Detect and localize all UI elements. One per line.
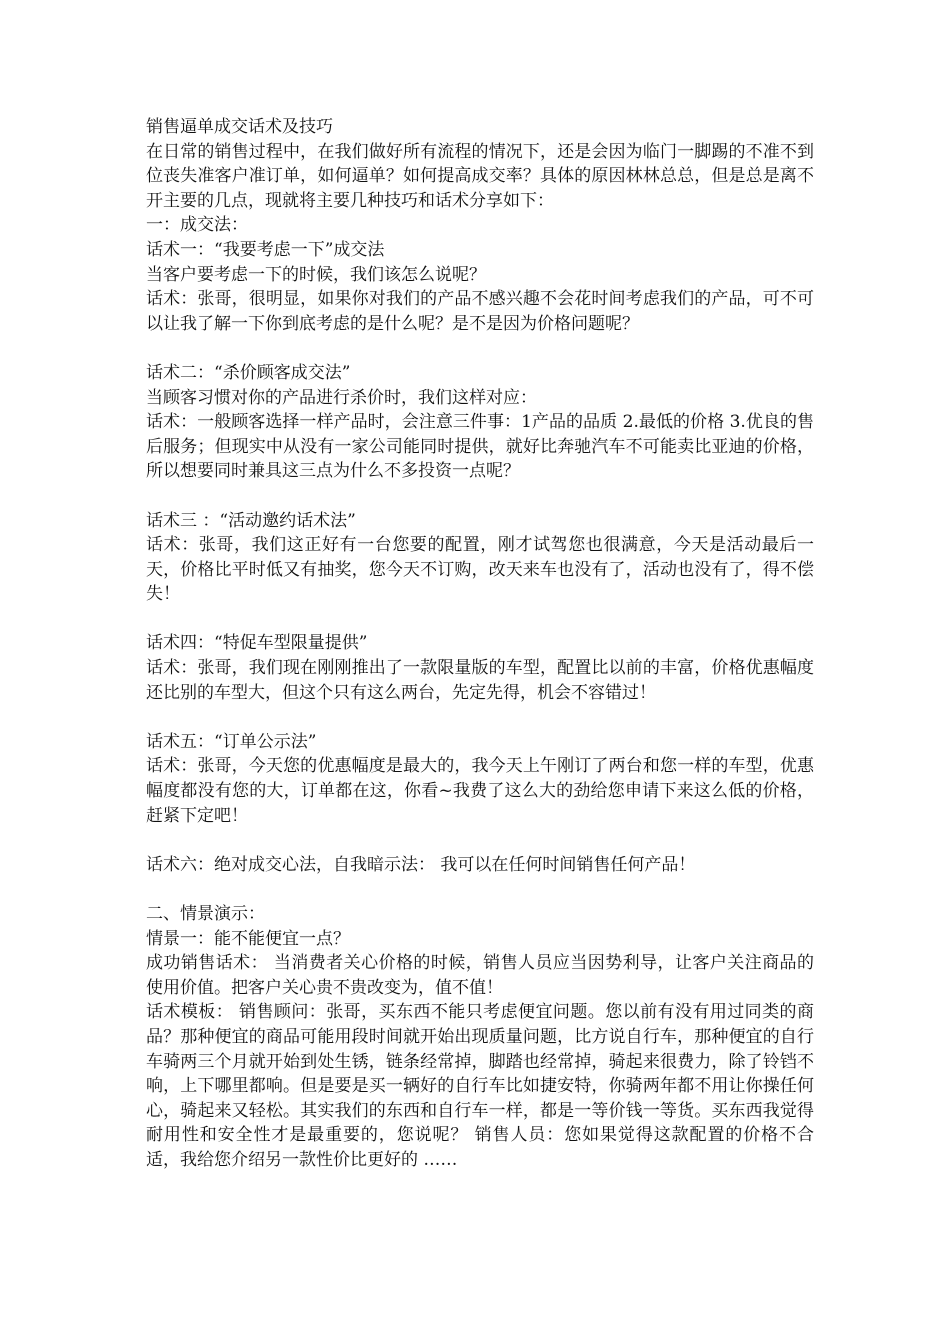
intro-paragraph: 在日常的销售过程中，在我们做好所有流程的情况下，还是会因为临门一脚踢的不准不到位丧失准客户准订单，如何逼单？如何提高成交率？具体的原因林林总总，但是总是离不开主要的几点，现就将主要几种技巧和话术分享如下： bbox=[146, 141, 814, 211]
script4-title: 话术四：“特促车型限量提供” bbox=[146, 633, 368, 654]
script2-line: 话术：一般顾客选择一样产品时，会注意三件事：1产品的品质 2.最低的价格 3.优良的售后服务；但现实中从没有一家公司能同时提供，就好比奔驰汽车不可能卖比亚迪的价格，所以想要同时兼具这三点为什么不多投资一点呢？ bbox=[146, 412, 814, 482]
success-script: 成功销售话术： 当消费者关心价格的时候，销售人员应当因势利导，让客户关注商品的使用价值。把客户关心贵不贵改变为，值不值！ bbox=[146, 953, 814, 998]
script6-title: 话术六：绝对成交心法，自我暗示法： 我可以在任何时间销售任何产品！ bbox=[146, 854, 696, 875]
script1-line: 当客户要考虑一下的时候，我们该怎么说呢？ bbox=[146, 264, 486, 285]
paragraph-gap bbox=[146, 877, 814, 902]
document-body bbox=[146, 115, 814, 1173]
section1-heading: 一：成交法： bbox=[146, 215, 248, 236]
paragraph-gap bbox=[146, 336, 814, 361]
paragraph-gap bbox=[146, 828, 814, 853]
script2-title: 话术二：“杀价顾客成交法” bbox=[146, 362, 351, 383]
scene1-title: 情景一：能不能便宜一点？ bbox=[146, 928, 350, 949]
script1-line: 话术：张哥，很明显，如果你对我们的产品不感兴趣不会花时间考虑我们的产品，可不可以让我了解一下你到底考虑的是什么呢？是不是因为价格问题呢？ bbox=[146, 289, 814, 334]
document-title: 销售逼单成交话术及技巧 bbox=[146, 117, 333, 137]
script3-line: 话术：张哥，我们这正好有一台您要的配置，刚才试驾您也很满意，今天是活动最后一天，价格比平时低又有抽奖，您今天不订购，改天来车也没有了，活动也没有了，得不偿失！ bbox=[146, 535, 814, 605]
paragraph-gap bbox=[146, 607, 814, 632]
template-script: 话术模板： 销售顾问：张哥，买东西不能只考虑便宜问题。您以前有没有用过同类的商品？那种便宜的商品可能用段时间就开始出现质量问题，比方说自行车，那种便宜的自行车骑两三个月就开始到处生锈，链条经常掉，脚踏也经常掉，骑起来很费力，除了铃铛不响，上下哪里都响。但是要是买一辆好的自行车比如捷安特，你骑两年都不用让你操任何心，骑起来又轻松。其实我们的东西和自行车一样，都是一等价钱一等货。买东西我觉得耐用性和安全性才是最重要的，您说呢？ 销售人员：您如果觉得这款配置的价格不合适，我给您介绍另一款性价比更好的 …… bbox=[146, 1002, 814, 1170]
script4-line: 话术：张哥，我们现在刚刚推出了一款限量版的车型，配置比以前的丰富，价格优惠幅度还比别的车型大，但这个只有这么两台，先定先得，机会不容错过！ bbox=[146, 658, 814, 703]
script5-line: 话术：张哥，今天您的优惠幅度是最大的，我今天上午刚订了两台和您一样的车型，优惠幅度都没有您的大，订单都在这，你看~我费了这么大的劲给您申请下来这么低的价格，赶紧下定吧！ bbox=[146, 756, 814, 826]
script3-title: 话术三 ：“活动邀约话术法” bbox=[146, 510, 356, 531]
section2-heading: 二、情景演示： bbox=[146, 904, 265, 924]
paragraph-gap bbox=[146, 705, 814, 730]
script5-title: 话术五：“订单公示法” bbox=[146, 731, 317, 752]
paragraph-gap bbox=[146, 484, 814, 509]
script1-title: 话术一：“我要考虑一下”成交法 bbox=[146, 239, 385, 260]
script2-line: 当顾客习惯对你的产品进行杀价时，我们这样对应： bbox=[146, 387, 537, 408]
